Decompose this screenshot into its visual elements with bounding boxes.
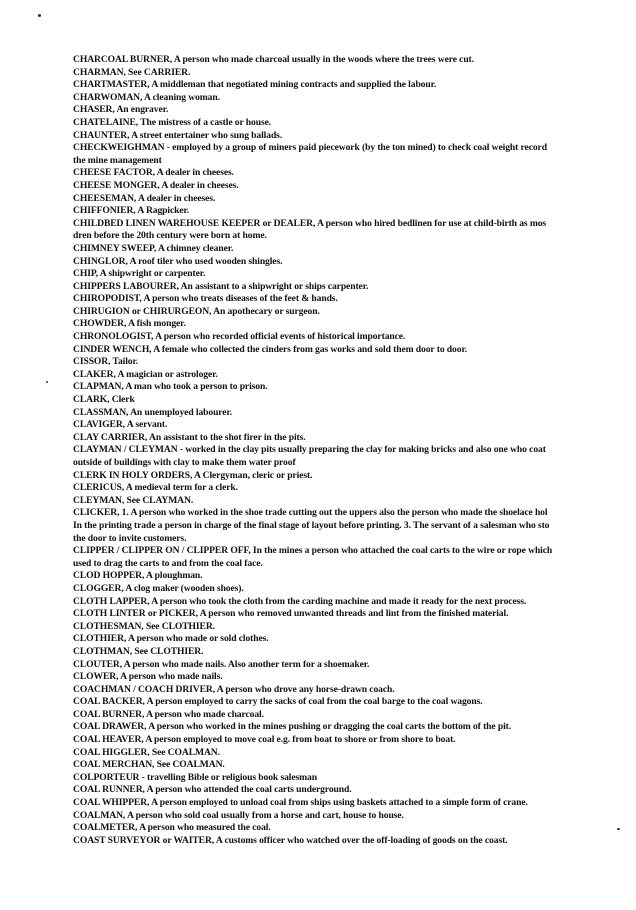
glossary-entry-continuation: used to drag the carts to and from the coal face. (73, 557, 263, 569)
glossary-entry: CLOTHMAN, See CLOTHIER. (73, 645, 204, 657)
glossary-entry: CHARCOAL BURNER, A person who made charcoal usually in the woods where the trees were cut. (73, 54, 474, 65)
glossary-entry: CLEYMAN, See CLAYMAN. (73, 494, 194, 506)
glossary-entry: CLIPPER / CLIPPER ON / CLIPPER OFF, In the mines a person who attached the coal carts to the wire or rope which (73, 545, 553, 557)
glossary-entry: CLOTH LAPPER, A person who took the cloth from the carding machine and made it ready for the next process. (73, 595, 527, 607)
glossary-entry-continuation: the mine management (73, 154, 162, 166)
glossary-entry: COAL MERCHAN, See COALMAN. (73, 759, 225, 771)
glossary-entry: COAST SURVEYOR or WAITER, A customs officer who watched over the off-loading of goods on the coast. (73, 834, 508, 846)
glossary-entry: CLAVIGER, A servant. (73, 419, 168, 431)
glossary-entry: CLOGGER, A clog maker (wooden shoes). (73, 582, 244, 594)
glossary-entry: COAL HIGGLER, See COALMAN. (73, 746, 220, 758)
glossary-entry-continuation: In the printing trade a person in charge of the final stage of layout before printing. 3. The servant of a salesman who sto (73, 519, 550, 531)
glossary-entry: CHARMAN, See CARRIER. (73, 66, 191, 78)
glossary-entry: CHRONOLOGIST, A person who recorded official events of historical importance. (73, 331, 406, 343)
glossary-entry-continuation: outside of buildings with clay to make them water proof (73, 457, 296, 468)
glossary-entry: CHECKWEIGHMAN - employed by a group of miners paid piecework (by the ton mined) to check coal weight record (73, 142, 547, 154)
glossary-entry: CHARTMASTER, A middleman that negotiated mining contracts and supplied the labour. (73, 79, 437, 91)
glossary-entry: CHEESE FACTOR, A dealer in cheeses. (73, 167, 234, 179)
glossary-entry: CLERICUS, A medieval term for a clerk. (73, 482, 238, 494)
glossary-entry: CHIRUGION or CHIRURGEON, An apothecary or surgeon. (73, 305, 320, 317)
glossary-entry: CHIFFONIER, A Ragpicker. (73, 205, 190, 217)
glossary-entry: CINDER WENCH, A female who collected the cinders from gas works and sold them door to door. (73, 343, 468, 355)
glossary-entry: CHATELAINE, The mistress of a castle or house. (73, 116, 272, 128)
glossary-entry: COAL BURNER, A person who made charcoal. (73, 708, 264, 720)
glossary-entry: CLOWER, A person who made nails. (73, 671, 223, 683)
glossary-entry: CHINGLOR, A roof tiler who used wooden shingles. (73, 255, 283, 267)
glossary-entry: CHARWOMAN, A cleaning woman. (73, 91, 220, 103)
glossary-entry: CLOTH LINTER or PICKER, A person who removed unwanted threads and lint from the finished material. (73, 608, 509, 620)
glossary-entry: COAL BACKER, A person employed to carry the sacks of coal from the coal barge to the coal wagons. (73, 696, 483, 708)
glossary-entry-list (73, 54, 633, 847)
glossary-entry: CHILDBED LINEN WAREHOUSE KEEPER or DEALER, A person who hired bedlinen for use at child-birth as mos (73, 217, 547, 229)
glossary-entry: CHIP, A shipwright or carpenter. (73, 268, 206, 280)
glossary-entry: CHIMNEY SWEEP, A chimney cleaner. (73, 242, 234, 254)
glossary-entry: CLAY CARRIER, An assistant to the shot firer in the pits. (73, 431, 306, 443)
glossary-entry: COAL HEAVER, A person employed to move coal e.g. from boat to shore or from shore to boat. (73, 734, 456, 746)
scan-speck (38, 14, 41, 17)
glossary-entry-continuation: dren before the 20th century were born at home. (73, 230, 267, 242)
glossary-entry: CHIPPERS LABOURER, An assistant to a shipwright or ships carpenter. (73, 280, 369, 292)
glossary-entry: CHEESEMAN, A dealer in cheeses. (73, 192, 216, 204)
glossary-entry: COALMETER, A person who measured the coal. (73, 822, 271, 834)
scan-speck (46, 381, 48, 383)
glossary-entry: CLERK IN HOLY ORDERS, A Clergyman, cleric or priest. (73, 469, 313, 481)
glossary-entry: CLASSMAN, An unemployed labourer. (73, 406, 233, 418)
glossary-entry: CHAUNTER, A street entertainer who sung ballads. (73, 129, 283, 141)
glossary-entry: CHOWDER, A fish monger. (73, 318, 186, 330)
glossary-entry: CLOUTER, A person who made nails. Also another term for a shoemaker. (73, 658, 370, 670)
glossary-entry: COAL WHIPPER, A person employed to unload coal from ships using baskets attached to a simple form of crane. (73, 797, 528, 809)
glossary-entry: CHIROPODIST, A person who treats diseases of the feet & hands. (73, 293, 338, 305)
glossary-entry: CLOTHIER, A person who made or sold clothes. (73, 633, 269, 645)
glossary-entry: CLOD HOPPER, A ploughman. (73, 570, 203, 582)
glossary-entry: COACHMAN / COACH DRIVER, A person who drove any horse-drawn coach. (73, 683, 395, 695)
glossary-entry: CLARK, Clerk (73, 394, 135, 406)
glossary-entry: COALMAN, A person who sold coal usually from a horse and cart, house to house. (73, 809, 404, 821)
glossary-entry: COAL DRAWER, A person who worked in the mines pushing or dragging the coal carts the bottom of the pit. (73, 721, 512, 733)
glossary-entry: CLOTHESMAN, See CLOTHIER. (73, 620, 215, 632)
glossary-entry: CLAKER, A magician or astrologer. (73, 368, 218, 380)
glossary-entry: CHEESE MONGER, A dealer in cheeses. (73, 179, 239, 191)
glossary-entry: CLAYMAN / CLEYMAN - worked in the clay pits usually preparing the clay for making bricks and also one who coat (73, 444, 546, 456)
glossary-entry: CLICKER, 1. A person who worked in the shoe trade cutting out the uppers also the person who made the shoelace hol (73, 507, 548, 519)
glossary-entry: CLAPMAN, A man who took a person to prison. (73, 381, 268, 393)
glossary-entry: CISSOR, Tailor. (73, 356, 139, 368)
glossary-entry: COAL RUNNER, A person who attended the coal carts underground. (73, 784, 352, 796)
glossary-entry: CHASER, An engraver. (73, 104, 169, 116)
glossary-entry: COLPORTEUR - travelling Bible or religious book salesman (73, 771, 317, 783)
glossary-entry-continuation: the door to invite customers. (73, 532, 187, 544)
